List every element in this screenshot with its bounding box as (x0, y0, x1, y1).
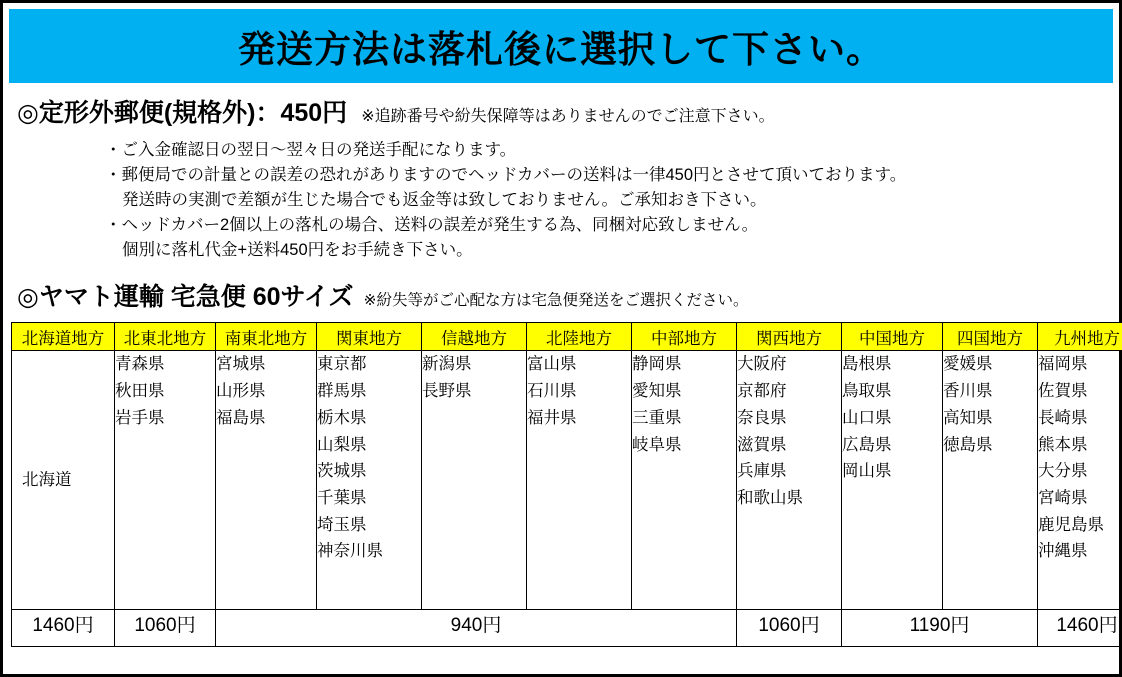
table-body (12, 351, 1122, 610)
prefecture-name: 山形県 (216, 382, 266, 401)
table-row (12, 351, 1122, 610)
fare-cell: 1460円 (12, 610, 115, 647)
mail-bullet-list (17, 138, 1119, 263)
prefecture-name: 新潟県 (422, 355, 472, 374)
table-header-row (12, 323, 1122, 351)
mail-heading-line (17, 93, 1119, 129)
prefecture-cell (527, 351, 632, 610)
prefecture-cell (115, 351, 216, 610)
prefecture-name: 香川県 (943, 382, 993, 401)
list-item: 発送時の実測で差額が生じた場合でも返金等は致しておりません。ご承知おき下さい。 (122, 191, 767, 210)
column-header: 九州地方 (1038, 323, 1122, 351)
list-item: ・郵便局での計量との誤差の恐れがありますのでヘッドカバーの送料は一律450円とさせて頂いております。 (105, 166, 907, 185)
column-header: 北陸地方 (527, 323, 632, 351)
prefecture-name: 山口県 (842, 408, 892, 427)
prefecture-name: 鹿児島県 (1038, 515, 1104, 534)
table-footer (12, 610, 1122, 647)
prefecture-cell (842, 351, 943, 610)
prefecture-name: 和歌山県 (737, 488, 803, 507)
prefecture-name: 京都府 (737, 382, 787, 401)
prefecture-name: 高知県 (943, 408, 993, 427)
prefecture-name: 愛媛県 (943, 355, 993, 374)
prefecture-name: 宮崎県 (1038, 488, 1088, 507)
yamato-heading-note: ※紛失等がご心配な方は宅急便発送をご選択ください。 (363, 292, 749, 310)
prefecture-name: 奈良県 (737, 408, 787, 427)
mail-section (3, 83, 1119, 263)
column-header: 関東地方 (317, 323, 422, 351)
prefecture-cell (737, 351, 842, 610)
prefecture-name: 大分県 (1038, 462, 1088, 481)
prefecture-name: 神奈川県 (317, 542, 383, 561)
column-header: 四国地方 (943, 323, 1038, 351)
prefecture-name: 福井県 (527, 408, 577, 427)
shipping-fare-table (11, 322, 1122, 647)
fare-cell: 1060円 (737, 610, 842, 647)
prefecture-name: 群馬県 (317, 382, 367, 401)
column-header: 中国地方 (842, 323, 943, 351)
column-header: 信越地方 (422, 323, 527, 351)
prefecture-cell (317, 351, 422, 610)
prefecture-name: 岩手県 (115, 408, 165, 427)
prefecture-name: 宮城県 (216, 355, 266, 374)
prefecture-name: 茨城県 (317, 462, 367, 481)
fare-cell: 1460円 (1038, 610, 1122, 647)
prefecture-cell (632, 351, 737, 610)
prefecture-cell (216, 351, 317, 610)
fare-cell: 1190円 (842, 610, 1038, 647)
prefecture-name: 愛知県 (632, 382, 682, 401)
column-header: 南東北地方 (216, 323, 317, 351)
column-header: 関西地方 (737, 323, 842, 351)
prefecture-name: 岡山県 (842, 462, 892, 481)
banner (9, 9, 1113, 83)
prefecture-name: 山梨県 (317, 435, 367, 454)
prefecture-name: 佐賀県 (1038, 382, 1088, 401)
prefecture-name: 北海道 (22, 471, 72, 490)
column-header: 中部地方 (632, 323, 737, 351)
prefecture-name: 静岡県 (632, 355, 682, 374)
prefecture-name: 東京都 (317, 355, 367, 374)
prefecture-name: 熊本県 (1038, 435, 1088, 454)
fare-cell: 1060円 (115, 610, 216, 647)
yamato-heading-line (17, 277, 1119, 313)
prefecture-name: 滋賀県 (737, 435, 787, 454)
prefecture-name: 大阪府 (737, 355, 787, 374)
prefecture-name: 鳥取県 (842, 382, 892, 401)
prefecture-name: 栃木県 (317, 408, 367, 427)
prefecture-name: 秋田県 (115, 382, 165, 401)
column-header: 北海道地方 (12, 323, 115, 351)
list-item: ・ヘッドカバー2個以上の落札の場合、送料の誤差が発生する為、同梱対応致しません。 (105, 216, 759, 235)
banner-title: 発送方法は落札後に選択して下さい。 (238, 29, 884, 70)
fare-cell: 940円 (216, 610, 737, 647)
mail-heading-note: ※追跡番号や紛失保障等はありませんのでご注意下さい。 (361, 108, 775, 125)
mail-heading: ◎定形外郵便(規格外)：450円 (17, 99, 348, 127)
prefecture-name: 富山県 (527, 355, 577, 374)
yamato-heading: ◎ヤマト運輸 宅急便 60サイズ (17, 283, 354, 312)
prefecture-name: 長野県 (422, 382, 472, 401)
prefecture-name: 長崎県 (1038, 408, 1088, 427)
column-header: 北東北地方 (115, 323, 216, 351)
prefecture-name: 島根県 (842, 355, 892, 374)
prefecture-name: 兵庫県 (737, 462, 787, 481)
list-item: 個別に落札代金+送料450円をお手続き下さい。 (122, 241, 473, 260)
prefecture-name: 福島県 (216, 408, 266, 427)
yamato-section (3, 263, 1119, 313)
prefecture-name: 広島県 (842, 435, 892, 454)
prefecture-name: 岐阜県 (632, 435, 682, 454)
prefecture-cell (12, 351, 115, 610)
table-header (12, 323, 1122, 351)
prefecture-name: 福岡県 (1038, 355, 1088, 374)
prefecture-name: 千葉県 (317, 488, 367, 507)
prefecture-name: 埼玉県 (317, 515, 367, 534)
prefecture-cell (943, 351, 1038, 610)
prefecture-name: 石川県 (527, 382, 577, 401)
prefecture-name: 沖縄県 (1038, 542, 1088, 561)
prefecture-cell (1038, 351, 1122, 610)
prefecture-name: 三重県 (632, 408, 682, 427)
fare-row (12, 610, 1122, 647)
prefecture-name: 徳島県 (943, 435, 993, 454)
prefecture-cell (422, 351, 527, 610)
list-item: ・ご入金確認日の翌日〜翌々日の発送手配になります。 (105, 141, 517, 159)
prefecture-name: 青森県 (115, 355, 165, 374)
